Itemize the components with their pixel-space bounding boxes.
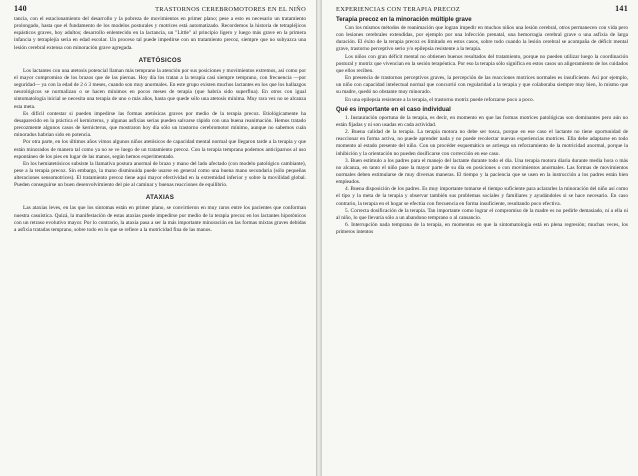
caso-item-6: 6. Interrupción nada temprana de la terapia, en momentos en que la sintomatología está en plena regresión; muchas veces, los primeros intentos bbox=[336, 222, 628, 236]
caso-item-2: 2. Buena calidad de la terapia. La terapia motora no debe ser tosca, porque en ese caso el lactante no tiene oportunidad de reaccionar en forma activa, no puede aprender nada y no puede recolectar nuevas experiencias motrices. Ella debe adaptarse en todo momento al estado presente del niño. Con un procéder esquemático se arriesga un reforzamiento de la motricidad anormal, porque la inhibición y la orientación no pueden dosificarse con corrección en ese caso. bbox=[336, 129, 628, 157]
caso-item-3: 3. Buen estímulo a los padres para el manejo del lactante durante todo el día. Una terapia motora diaria durante media hora o más no alcanza, en tanto el niño pase la mayor parte de su día en posiciones o con movimientos anormales. Las formas de movimientos normales deben estimularse de muy diversas maneras. El tiempo y la paciencia que se usen en la instrucción a los padres están bien empleados. bbox=[336, 157, 628, 186]
caso-item-4: 4. Buena disposición de los padres. Es muy importante tomarse el tiempo suficiente para aclararles la minoración del niño así como el tipo y la meta de la terapia y observar también sus problemas sociales y familiares y ayudándoles si se hace necesario. En caso contrario, la terapia en el hogar se efectúa con frecuencia en forma insuficiente, resultando poco efectiva. bbox=[336, 186, 628, 207]
right-page-content bbox=[336, 4, 628, 236]
left-page bbox=[0, 0, 318, 476]
atetosicos-paragraph-2: Es difícil contestar si pueden impedirse las formas atetósicas graves por medio de la terapia precoz. Etiológicamente ha desaparecido en la práctica el kernicterus, y algunas asfixias serias pueden salvarse rápido con una buena reanimación. Hemos tratado precozmente algunos casos de kernicterus, que mostraron hoy día sólo un trastorno cerebromotor mínimo, aunque no sabemos cuán minorados habrían sido en potencia. bbox=[14, 110, 306, 139]
left-page-header bbox=[14, 4, 306, 13]
ataxias-paragraph: Las ataxias leves, en las que los síntomas están en primer plano, se convirtieron en muy raros entre los pacientes que conforman nuestra casuística. Quizá, la manifestación de estas ataxias puede impedirse por medio de la terapia precoz en los lactantes hipotónicos con un retraso evolutivo mayor. Por lo contrario, la ataxia pasa a ser la más importante minoración en las formas mixtas graves debidas a asfixia tratadas temprano, sobre todo en lo que se refiere a la motricidad fina de las manos. bbox=[14, 205, 306, 233]
caso-item-5: 5. Correcta dosificación de la terapia. Tan importante como lograr el compromiso de la madre es no pedirle demasiado, ni a ella ni al niño, lo que llevaría sólo a un abandono temprano o al cansancio. bbox=[336, 207, 628, 221]
left-running-head: TRASTORNOS CEREBROMOTORES EN EL NIÑO bbox=[155, 6, 306, 13]
section-title-atetosicos: ATETÓSICOS bbox=[138, 56, 182, 64]
left-page-number: 140 bbox=[14, 4, 27, 13]
left-intro-paragraph: tancia, con el estacionamiento del desarrollo y la pobreza de movimientos en primer plano; pese a esto es necesario un tratamiento prolongado, hasta que el fundamento de los modelos posturales y motrices está automatizado. Recordemos la historia de tetrapléjicos espásticos graves, hoy adultos; desarrollo enlentecido en la lactancia, un "Little" al principio ligero y luego más grave en la primera infancia y tetraplejía seria en edad escolar. Un proceso tal puede impedirse con un tratamiento precoz, siempre que no subyazca una lesión cerebral extensa con minoración grave agregada. bbox=[14, 16, 306, 51]
minoracion-paragraph-4: En una epilepsia resistente a la terapia, el trastorno motriz puede reforzarse poco a poco. bbox=[345, 96, 535, 103]
section-title-caso-individual: Qué es importante en el caso individual bbox=[336, 105, 451, 113]
right-page-header bbox=[336, 4, 628, 13]
minoracion-paragraph-3: En presencia de trastornos perceptivos graves, la percepción de las reacciones motrices normales es insuficiente. Así por ejemplo, un niño con capacidad intelectual normal que concurrió con regularidad a la terapia y que colaboraba siempre muy bien, lo mismo que su madre, quedó no obstante muy minorado. bbox=[336, 75, 628, 96]
atetosicos-paragraph-1: Los lactantes con una atetosis potencial llaman más temprano la atención por sus posiciones y movimientos extremos, así como por el mayor compromiso de los brazos que de las piernas. Hoy día los tratan a la terapia casi siempre temprano, con frecuencia —por seguridad— ya con la edad de 2 ó 3 meses, cuando son muy anormales. En este grupo existen muchos lactantes en los que los hallazgos neurológicos se normalizan o se hacen mínimos en pocos meses de terapia (que habría sido superflua). En otros con igual sintomatología inicial se necesita una terapia de uno o más años, hasta que quede sólo una atetosis mínima. Muy rara vez no se alcanza esta meta. bbox=[14, 67, 306, 110]
right-page-number: 141 bbox=[615, 4, 628, 13]
minoracion-paragraph-1: Con los mismos métodos de reanimación que logran impedir en muchos niños una lesión cerebral, otros permanecen con vida pero con lesiones cerebrales extendidas, por ejemplo por una infección prenatal, una hemorragia cerebral grave o una asfixia de larga duración. El éxito de la terapia precoz es limitado en estos casos, sobre todo cuando la lesión cerebral se acompaña de déficit mental grave, trastorno perceptivo serio y/o epilepsia resistente a la terapia. bbox=[336, 25, 628, 53]
minoracion-paragraph-2: Los niños con gran déficit mental no obtienen buenos resultados del tratamiento, porque no pueden utilizar luego la coordinación postural y motriz que vivencian en la sesión terapéutica. Por eso la terapia sólo significa en estos casos un aligeramiento de los cuidados que ellos reciben. bbox=[336, 53, 628, 74]
right-running-head: EXPERIENCIAS CON TERAPIA PRECOZ bbox=[336, 6, 461, 13]
atetosicos-paragraph-3: Por otra parte, en los últimos años vimos algunos niños atetósicos de capacidad mental normal que llegaron tarde a la terapia y que están minorados de manera tal como ya no se ve luego de un tratamiento precoz. Con la terapia temprana podemos anticiparnos al uso espontáneo de los pies en lugar de las manos, según hemos experimentado. bbox=[14, 139, 306, 160]
caso-item-1: 1. Instauración oportuna de la terapia, es decir, en momento en que las formas motrices patológicas son dominantes pero aún no están fijadas y ni son usadas en cada actividad. bbox=[336, 114, 628, 128]
section-title-minoracion-multiple: Terapia precoz en la minoración múltiple grave bbox=[336, 16, 472, 23]
atetosicos-paragraph-4: En los hemiatetósicos subsiste la llamativa postura anormal de brazo y mano del lado afectado (con modelo patológico cambiante), pese a la terapia precoz. Sin embargo, la mano disminuida puede usarse en general como una buena mano secundaria (sólo pequeñas alteraciones sensomotrices). El tratamiento precoz tiene aquí mayor efectividad en la extremidad inferior y sobre la movilidad global. Pueden conseguirse un buen desenvolvimiento del pie al caminar y buenas reacciones de equilibrio. bbox=[14, 160, 306, 189]
left-page-content bbox=[14, 4, 306, 234]
section-title-ataxias: ATAXIAS bbox=[145, 194, 175, 202]
right-page bbox=[320, 0, 638, 476]
